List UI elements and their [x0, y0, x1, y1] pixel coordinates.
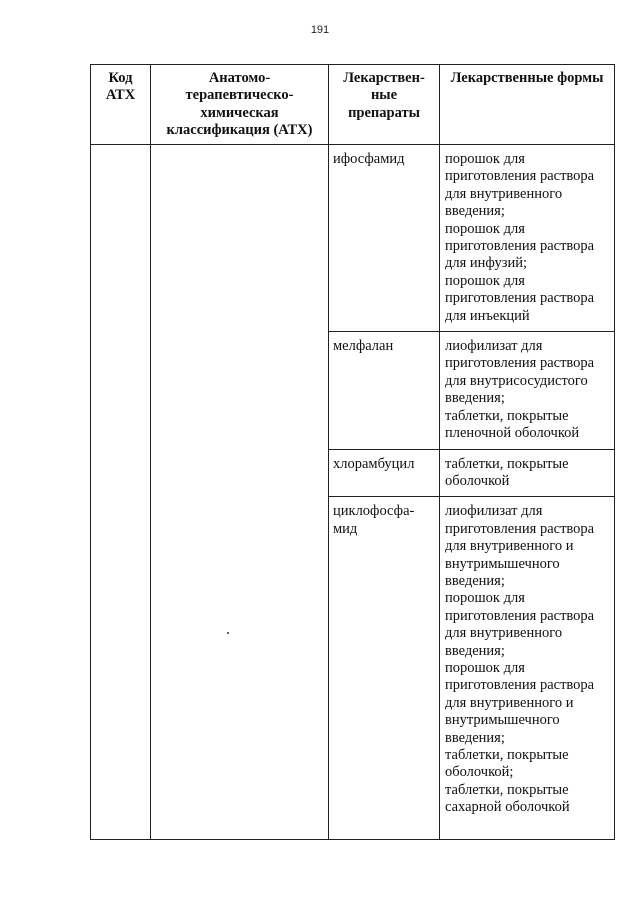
form-line: приготовления раствора	[445, 607, 595, 624]
form-line: введения;	[445, 203, 505, 220]
form-line: таблетки, покрытые	[445, 455, 569, 472]
form-line: для внутривенного	[445, 625, 563, 642]
form-line: внутримышечного	[445, 712, 560, 729]
header-line: Лекарственные формы	[450, 70, 604, 86]
form-line: лиофилизат для	[445, 503, 543, 520]
form-line: внутримышечного	[445, 555, 560, 572]
form-line: порошок для	[445, 272, 525, 289]
form-line: приготовления раствора	[445, 677, 595, 694]
header-line: химическая	[200, 104, 279, 121]
scan-speck	[227, 632, 229, 634]
dosage-forms-cell	[440, 332, 615, 449]
header-line: АТХ	[105, 87, 136, 104]
drug-cell	[329, 449, 440, 497]
header-line: терапевтическо-	[185, 87, 294, 104]
header-line: Анатомо-	[208, 70, 271, 86]
dosage-forms-cell	[440, 497, 615, 840]
page-number: 191	[310, 24, 330, 36]
header-atc-classification	[151, 65, 329, 145]
form-line: приготовления раствора	[445, 290, 595, 307]
form-line: пленочной оболочкой	[445, 425, 580, 442]
form-line: оболочкой;	[445, 764, 514, 781]
table-header-row	[91, 65, 615, 145]
form-line: порошок для	[445, 590, 525, 607]
header-atc-code	[91, 65, 151, 145]
form-line: для инфузий;	[445, 255, 527, 272]
form-line: оболочкой	[445, 472, 510, 489]
drug-name: хлорамбуцил	[333, 455, 415, 472]
atc-code-cell	[91, 145, 151, 840]
drug-name: циклофосфа-	[333, 503, 415, 520]
form-line: лиофилизат для	[445, 338, 543, 355]
header-line: Код	[108, 70, 133, 86]
form-line: приготовления раствора	[445, 168, 595, 185]
header-drugs	[329, 65, 440, 145]
form-line: введения;	[445, 642, 505, 659]
form-line: приготовления раствора	[445, 238, 595, 255]
form-line: порошок для	[445, 659, 525, 676]
dosage-forms-cell	[440, 145, 615, 332]
form-line: приготовления раствора	[445, 355, 595, 372]
form-line: таблетки, покрытые	[445, 407, 569, 424]
form-line: введения;	[445, 572, 505, 589]
drug-name: ифосфамид	[333, 151, 405, 167]
dosage-forms-cell	[440, 449, 615, 497]
drug-cell	[329, 332, 440, 449]
drug-cell	[329, 145, 440, 332]
drug-name: мелфалан	[333, 338, 394, 355]
form-line: порошок для	[445, 220, 525, 237]
form-line: введения;	[445, 729, 505, 746]
form-line: для внутривенного	[445, 185, 563, 202]
form-line: сахарной оболочкой	[445, 799, 570, 816]
form-line: таблетки, покрытые	[445, 747, 569, 763]
header-line: Лекарствен-	[343, 70, 425, 86]
form-line: введения;	[445, 390, 505, 407]
table-row	[91, 145, 615, 332]
form-line: таблетки, покрытые	[445, 781, 569, 798]
drug-cell	[329, 497, 440, 840]
header-line: ные	[370, 87, 398, 104]
header-dosage-forms	[440, 65, 615, 145]
form-line: для внутривенного и	[445, 694, 574, 711]
header-line: классификация (АТХ)	[166, 122, 313, 139]
form-line: для внутрисосудистого	[445, 372, 588, 389]
form-line: порошок для	[445, 151, 525, 167]
atc-classification-cell	[151, 145, 329, 840]
form-line: для инъекций	[445, 307, 530, 324]
form-line: для внутривенного и	[445, 538, 574, 555]
atc-table	[90, 64, 615, 840]
header-line: препараты	[348, 104, 420, 121]
drug-name: мид	[333, 520, 358, 537]
form-line: приготовления раствора	[445, 520, 595, 537]
